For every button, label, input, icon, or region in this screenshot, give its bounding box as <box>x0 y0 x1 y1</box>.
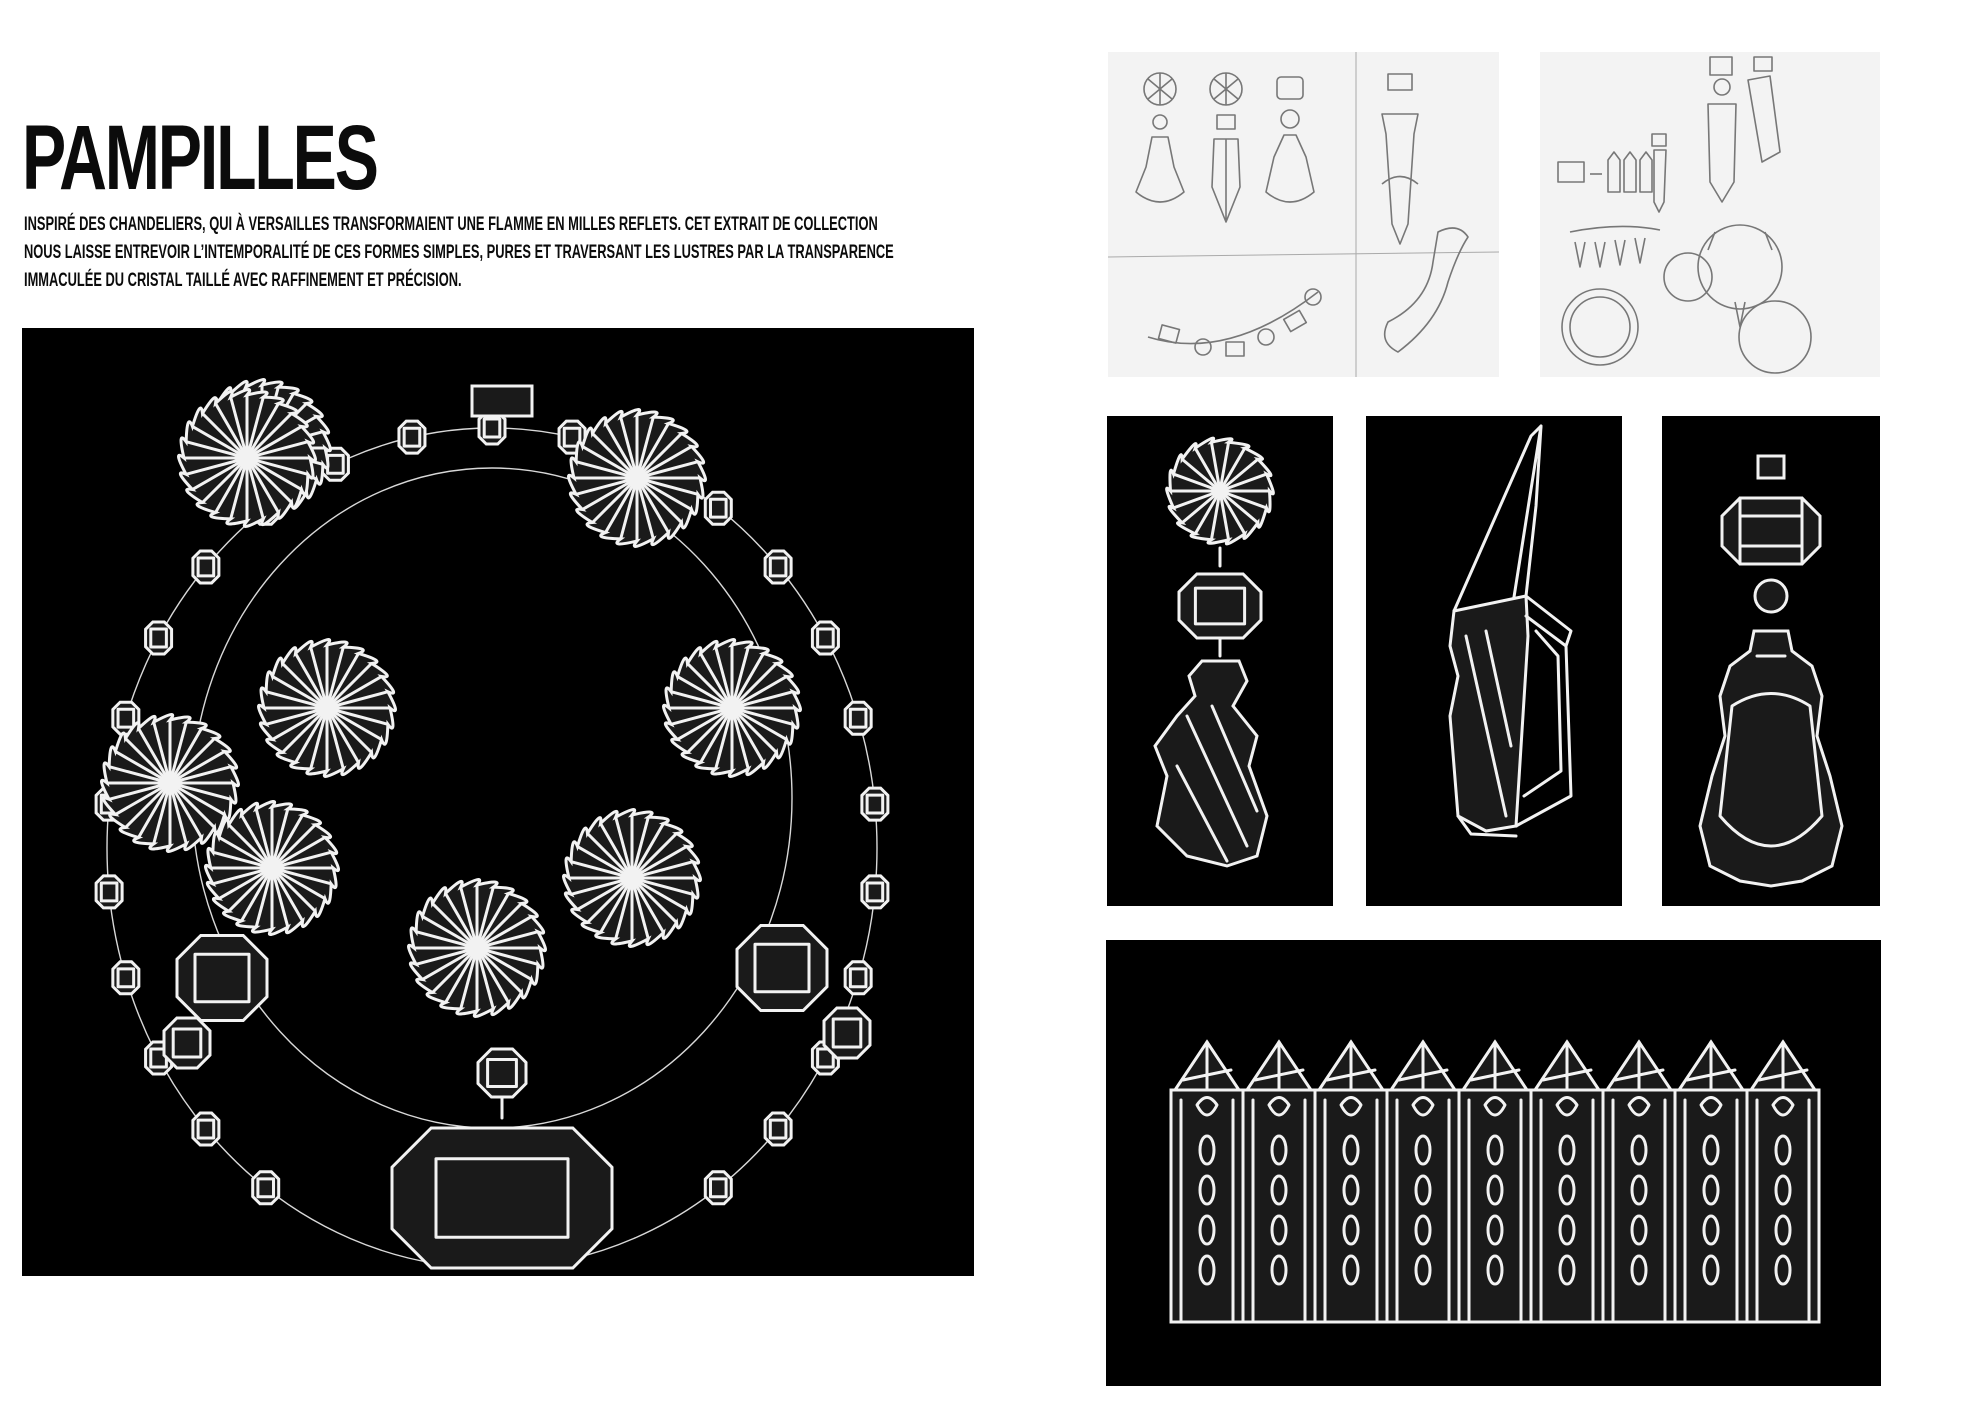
earring-rosette-illustration <box>1107 416 1333 906</box>
ring-prism-illustration <box>1366 416 1622 906</box>
page-title: PAMPILLES <box>22 107 377 209</box>
pencil-sketch-bracelets <box>1540 52 1880 377</box>
intro-text: INSPIRÉ DES CHANDELIERS, QUI À VERSAILLES TRANSFORMAIENT UNE FLAMME EN MILLES REFLETS. CET EXTRAIT DE COLLECTION NOUS LAISSE ENTREVOIR L’INTEMPORALITÉ DE CES FORMES SIMPLES, PURES ET TRAVERSANT LES LUSTRES PAR LA TRANSPARENCE IMMACULÉE DU CRISTAL TAILLÉ AVEC RAFFINEMENT ET PRÉCISION. <box>24 213 894 291</box>
sketch-earrings-drawing <box>1108 52 1499 377</box>
pencil-sketch-earrings <box>1108 52 1499 377</box>
necklace-drawing <box>22 328 974 1276</box>
bracelet-spikes-drawing <box>1106 940 1881 1386</box>
necklace-illustration <box>22 328 974 1276</box>
sketch-bracelets-drawing <box>1540 52 1880 377</box>
bracelet-spikes-illustration <box>1106 940 1881 1386</box>
earring-drop-drawing <box>1662 416 1880 906</box>
earring-drop-illustration <box>1662 416 1880 906</box>
earring-rosette-drawing <box>1107 416 1333 906</box>
ring-prism-drawing <box>1366 416 1622 906</box>
